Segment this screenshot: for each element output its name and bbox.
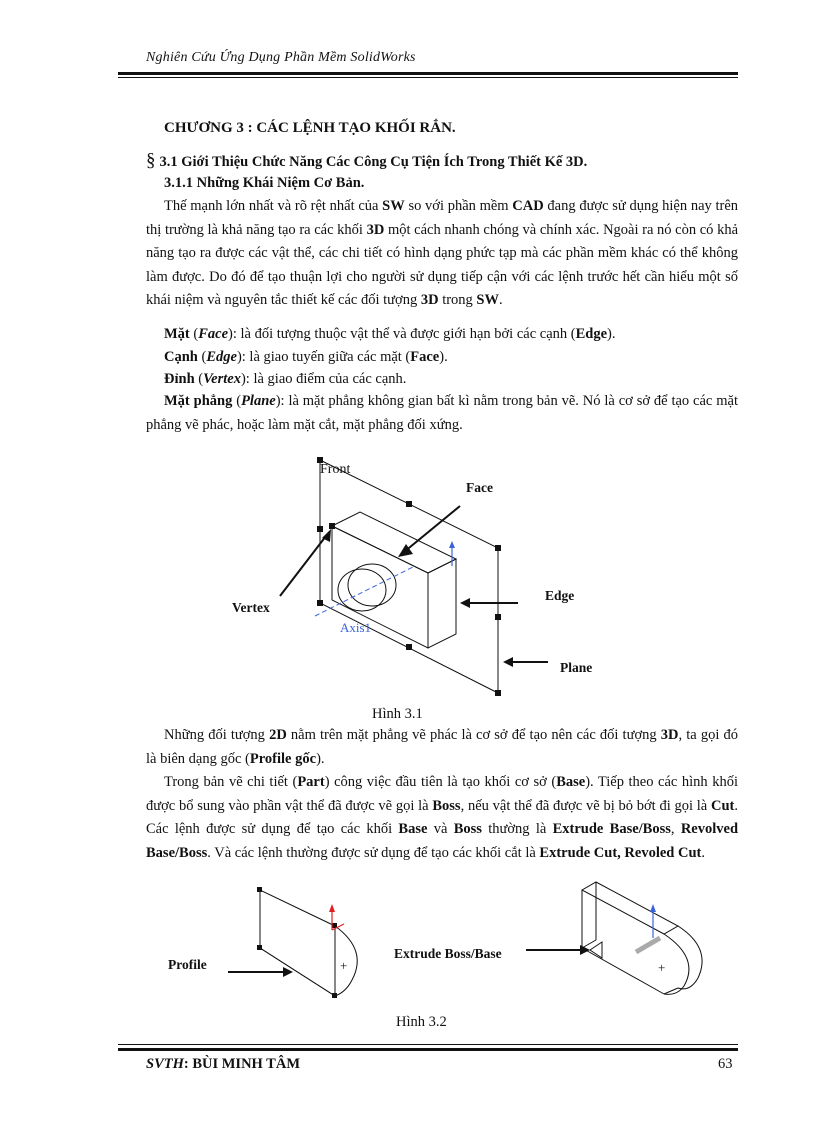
solid-back-arc [678,926,702,989]
front-plane-label: Front [320,462,351,477]
page-header-title: Nghiên Cứu Ứng Dụng Phần Mềm SolidWorks [146,50,416,65]
figure-3-1-diagram [220,448,640,703]
text: . Các lệnh được sử dụng để tạo các khối [146,797,738,837]
english-term: Face [198,326,229,342]
profile-sketch-back [260,890,335,996]
handle [495,690,501,696]
text: và [427,821,454,837]
term: Mặt [164,326,190,342]
text: Trong bản vẽ chi tiết ( [164,774,298,790]
figure-3-2-diagram [150,878,730,1013]
profile-label: Profile [168,957,207,972]
english-term: Vertex [203,371,241,387]
section-title: 3.1 Giới Thiệu Chức Năng Các Công Cụ Tiện Ích Trong Thiết Kế 3D. [159,154,588,170]
plane-definition [146,390,738,437]
text: nằm trên mặt phẳng vẽ phác là cơ sở để tạo nên các đối tượng [286,727,661,743]
text: ): là mặt phẳng không gian bất kì nằm trong bản vẽ. Nó là cơ sở để tạo các mặt phẳng vẽ phác, hoặc làm mặt cắt, mặt phẳng đối xứng. [146,393,738,433]
box-top-face [332,512,456,573]
face-definition [146,323,738,347]
handle [317,600,323,606]
handle [406,501,412,507]
triad-arrowhead-icon [449,541,455,548]
part-paragraph [146,771,738,865]
text: ). [607,326,616,342]
text: ( [232,393,242,409]
bold-term: Profile gốc [249,750,317,767]
bold-term: Cut [711,797,735,814]
text: đang được sử dụng hiện nay trên thị trường là khả năng tạo ra các khối [146,198,738,238]
text: ): là giao điểm của các cạnh. [240,371,407,387]
bold-term: 3D [366,221,385,238]
sketch-point [332,993,337,998]
text: ). Tiếp theo các hình khối được bổ sung vào phần vật thể đã được vẽ gọi là [146,774,738,814]
section-heading [146,150,587,172]
bold-term: Boss [432,797,461,814]
text: ( [189,326,199,342]
sketch-point [257,945,262,950]
text: . [701,844,705,861]
handle [495,545,501,551]
bold-term: Extrude Cut, Revoled Cut [539,844,702,861]
bold-term: 3D [420,292,439,308]
text: ). [439,349,448,365]
profile-paragraph [146,724,738,771]
footer-student [146,1056,300,1073]
extrude-label: Extrude Boss/Base [394,946,502,961]
edge-definition [146,346,738,370]
text: , nếu vật thể đã được vẽ bị bỏ bớt đi gọi là [460,797,711,814]
term: Đỉnh [164,371,195,387]
bold-term: 2D [269,727,287,743]
intro-paragraph [146,195,738,313]
solid-front-arc [664,934,689,994]
english-term: Edge [206,349,237,365]
text: ( [194,371,204,387]
handle [317,526,323,532]
section-symbol: § [146,150,156,171]
box-side-face [428,559,456,648]
page-number: 63 [718,1056,733,1072]
text: , ta gọi đó là biên dạng gốc ( [146,727,738,767]
text: ): là giao tuyến giữa các mặt ( [236,349,411,365]
bold-term: SW [382,198,405,214]
extrude-handle-icon [636,938,660,952]
header-rule-thick [118,72,738,75]
handle [406,644,412,650]
chapter-title: CHƯƠNG 3 : CÁC LỆNH TẠO KHỐI RẮN. [164,120,456,136]
term: Mặt phẳng [164,393,233,409]
red-arrowhead-icon [329,904,335,912]
bold-term: Revolved Base/Boss [146,821,739,861]
footer-name: : BÙI MINH TÂM [183,1056,301,1072]
text: ). [316,750,325,767]
face-label: Face [466,480,493,495]
bold-term: Boss [453,821,482,837]
bold-term: Base [556,774,586,790]
figure-3-2-caption: Hình 3.2 [396,1014,447,1030]
text: . [499,292,503,308]
edge-arrowhead-icon [460,598,470,608]
text: so với phần mềm [404,198,513,214]
bold-term: Extrude Base/Boss [552,821,671,837]
text: ) công việc đầu tiên là tạo khối cơ sở ( [324,774,557,790]
vertex-handle [329,523,335,529]
handle [495,614,501,620]
ref-term: Face [410,349,440,365]
text: Những đối tượng [164,727,270,743]
text: , [670,821,681,837]
term: Cạnh [164,349,198,365]
text: trong [438,292,477,308]
plane-label: Plane [560,660,593,675]
footer-rule-thick [118,1048,738,1051]
ref-term: Edge [575,326,608,342]
edge-label: Edge [545,588,575,603]
bold-term: 3D [660,727,679,743]
header-rule-thin [118,77,738,78]
footer-label: SVTH [146,1056,184,1072]
bold-term: Part [297,774,325,790]
text: ): là đối tượng thuộc vật thể và được giới hạn bởi các cạnh ( [228,326,576,342]
bold-term: CAD [512,198,544,214]
blue-arrowhead-icon [650,904,656,912]
vertex-definition [146,368,738,392]
sketch-point [257,887,262,892]
english-term: Plane [241,393,276,409]
bold-term: SW [476,292,499,308]
vertex-label: Vertex [232,600,270,615]
figure-3-1-caption: Hình 3.1 [372,706,423,722]
plane-arrowhead-icon [503,657,513,667]
vertex-arrow [280,536,326,596]
text: thường là [481,821,553,837]
text: ( [197,349,207,365]
plus-marker-right: + [658,960,666,975]
footer-rule-thin [118,1044,738,1045]
axis-line [315,566,415,616]
text: Thế mạnh lớn nhất và rõ rệt nhất của [164,198,383,214]
text: . Và các lệnh thường được sử dụng để tạo các khối cắt là [207,844,540,861]
text: một cách nhanh chóng và chính xác. Ngoài ra nó còn có khả năng tạo ra được các vật thể, các chi tiết có hình dạng phức tạp mà các phần mềm khác có thể không làm được. Do đó để tạo thuận lợi cho người sử dụng tiếp cận với các lệnh trước hết cần hiểu một số khái niệm và nguyên tắc thiết kế các đối tượng [146,221,739,308]
subsection-heading: 3.1.1 Những Khái Niệm Cơ Bản. [164,175,365,191]
bold-term: Base [398,821,428,837]
plus-marker-left: + [340,958,348,973]
axis-label: Axis1 [340,620,372,635]
